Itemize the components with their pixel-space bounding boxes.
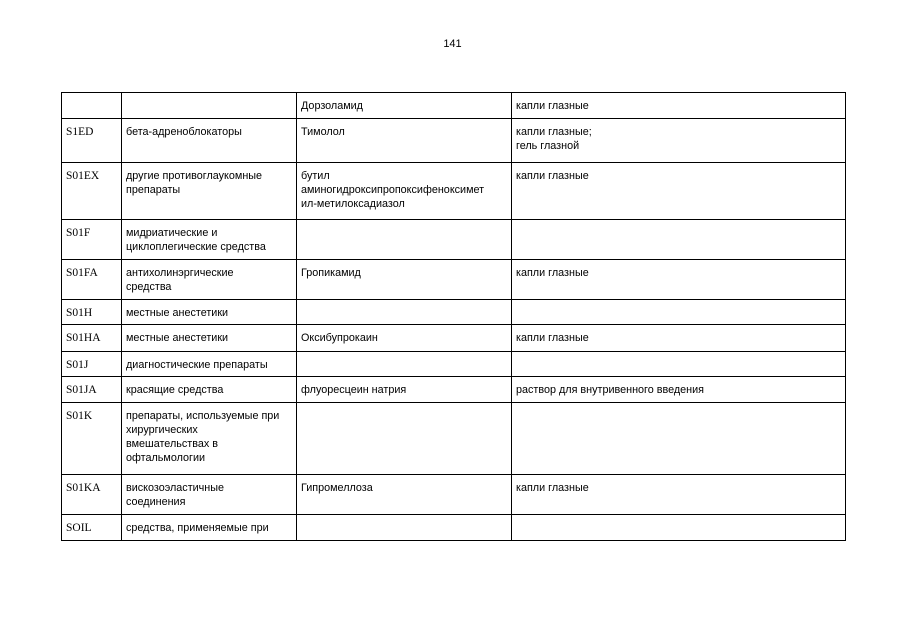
group-line: хирургических — [126, 424, 198, 436]
form-line: капли глазные; — [516, 126, 592, 138]
table-row — [62, 163, 846, 220]
form-cell: капли глазные — [512, 163, 846, 220]
drug-cell — [297, 515, 512, 541]
drug-cell — [297, 352, 512, 377]
form-line: гель глазной — [516, 140, 580, 152]
atc-code-cell: S01H — [62, 300, 122, 325]
group-cell: бета-адреноблокаторы — [122, 119, 297, 163]
group-line: препараты — [126, 184, 181, 196]
group-cell — [122, 260, 297, 300]
drug-cell — [297, 300, 512, 325]
atc-code-cell: S01K — [62, 403, 122, 475]
drug-line: ил-метилоксадиазол — [301, 198, 405, 210]
group-cell: местные анестетики — [122, 300, 297, 325]
form-cell: раствор для внутривенного введения — [512, 377, 846, 403]
drug-cell: Гропикамид — [297, 260, 512, 300]
table-row — [62, 352, 846, 377]
page-number: 141 — [443, 38, 462, 50]
drug-cell: Дорзоламид — [297, 93, 512, 119]
group-line: соединения — [126, 496, 186, 508]
table-row — [62, 515, 846, 541]
atc-code-cell: S01FA — [62, 260, 122, 300]
group-cell: красящие средства — [122, 377, 297, 403]
atc-code-cell: S1ED — [62, 119, 122, 163]
table-row — [62, 475, 846, 515]
table-row — [62, 300, 846, 325]
group-line: другие противоглаукомные — [126, 170, 263, 182]
group-cell — [122, 220, 297, 260]
group-cell — [122, 93, 297, 119]
group-line: мидриатические и — [126, 227, 218, 239]
table-row — [62, 403, 846, 475]
form-cell — [512, 352, 846, 377]
group-line: офтальмологии — [126, 452, 206, 464]
atc-code-cell: S01EX — [62, 163, 122, 220]
atc-code-cell: S01JA — [62, 377, 122, 403]
form-cell — [512, 515, 846, 541]
form-cell — [512, 300, 846, 325]
form-cell: капли глазные — [512, 93, 846, 119]
drug-cell — [297, 163, 512, 220]
drug-line: аминогидроксипропоксифеноксимет — [301, 184, 485, 196]
form-cell — [512, 119, 846, 163]
table-row — [62, 260, 846, 300]
drug-cell: флуоресцеин натрия — [297, 377, 512, 403]
table-row — [62, 325, 846, 352]
group-line: циклоплегические средства — [126, 241, 266, 253]
form-cell: капли глазные — [512, 260, 846, 300]
drug-cell: Оксибупрокаин — [297, 325, 512, 352]
group-line: антихолинэргические — [126, 267, 234, 279]
form-cell — [512, 403, 846, 475]
atc-code-cell: S01HA — [62, 325, 122, 352]
form-cell: капли глазные — [512, 325, 846, 352]
group-cell — [122, 475, 297, 515]
table-row — [62, 93, 846, 119]
atc-code-cell: S01F — [62, 220, 122, 260]
drug-line: бутил — [301, 170, 330, 182]
group-cell: диагностические препараты — [122, 352, 297, 377]
group-line: вмешательствах в — [126, 438, 218, 450]
atc-code-cell: S01KA — [62, 475, 122, 515]
form-cell — [512, 220, 846, 260]
drug-classification-table — [61, 92, 846, 541]
drug-cell: Тимолол — [297, 119, 512, 163]
atc-code-cell: S01J — [62, 352, 122, 377]
drug-cell — [297, 403, 512, 475]
group-line: средства — [126, 281, 172, 293]
table-row — [62, 377, 846, 403]
drug-cell: Гипромеллоза — [297, 475, 512, 515]
group-line: вискозоэластичные — [126, 482, 225, 494]
atc-code-cell — [62, 93, 122, 119]
form-cell: капли глазные — [512, 475, 846, 515]
group-cell: местные анестетики — [122, 325, 297, 352]
group-cell: средства, применяемые при — [122, 515, 297, 541]
group-cell — [122, 403, 297, 475]
table-row — [62, 220, 846, 260]
drug-cell — [297, 220, 512, 260]
table-row — [62, 119, 846, 163]
atc-code-cell: SOIL — [62, 515, 122, 541]
group-cell — [122, 163, 297, 220]
group-line: препараты, используемые при — [126, 410, 280, 422]
